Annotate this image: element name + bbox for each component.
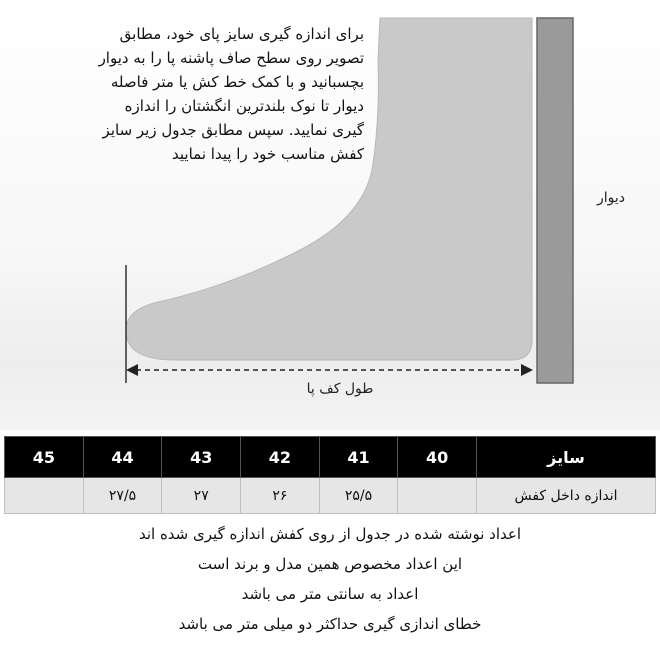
inner-length-label: اندازه داخل کفش xyxy=(477,478,656,514)
size-cell: 42 xyxy=(241,437,320,478)
instruction-line: تصویر روی سطح صاف پاشنه پا را به دیوار xyxy=(98,49,364,67)
size-cell: 41 xyxy=(319,437,398,478)
notes xyxy=(0,519,660,639)
instruction-line: دیوار تا نوک بلندترین انگشتان را اندازه xyxy=(124,97,364,115)
inner-length-cell: ۲۷/۵ xyxy=(83,478,162,514)
instruction-line: کفش مناسب خود را پیدا نمایید xyxy=(172,145,364,163)
size-cell: 45 xyxy=(5,437,84,478)
size-header-label: سایز xyxy=(477,437,656,478)
note-line: خطای اندازی گیری حداکثر دو میلی متر می باشد xyxy=(178,615,482,633)
foot-length-label: طول کف پا xyxy=(306,381,374,397)
inner-length-row xyxy=(5,478,656,514)
wall xyxy=(537,18,573,383)
instructions-text xyxy=(12,22,364,166)
size-cell: 43 xyxy=(162,437,241,478)
inner-length-cell xyxy=(5,478,84,514)
instruction-line: برای اندازه گیری سایز پای خود، مطابق xyxy=(119,25,364,43)
size-cell: 44 xyxy=(83,437,162,478)
wall-label: دیوار xyxy=(596,190,625,206)
inner-length-cell: ۲۶ xyxy=(241,478,320,514)
note-line: این اعداد مخصوص همین مدل و برند است xyxy=(197,555,463,573)
size-header-row xyxy=(5,437,656,478)
inner-length-cell: ۲۷ xyxy=(162,478,241,514)
note-line: اعداد نوشته شده در جدول از روی کفش اندازه گیری شده اند xyxy=(138,525,522,543)
arrow-right-icon xyxy=(521,364,533,376)
arrow-left-icon xyxy=(126,364,138,376)
size-cell: 40 xyxy=(398,437,477,478)
instruction-line: گیری نمایید. سپس مطابق جدول زیر سایز xyxy=(102,121,364,139)
size-table xyxy=(4,436,656,514)
instruction-line: بچسبانید و با کمک خط کش یا متر فاصله xyxy=(110,73,364,91)
note-line: اعداد به سانتی متر می باشد xyxy=(241,585,419,603)
inner-length-cell: ۲۵/۵ xyxy=(319,478,398,514)
inner-length-cell xyxy=(398,478,477,514)
